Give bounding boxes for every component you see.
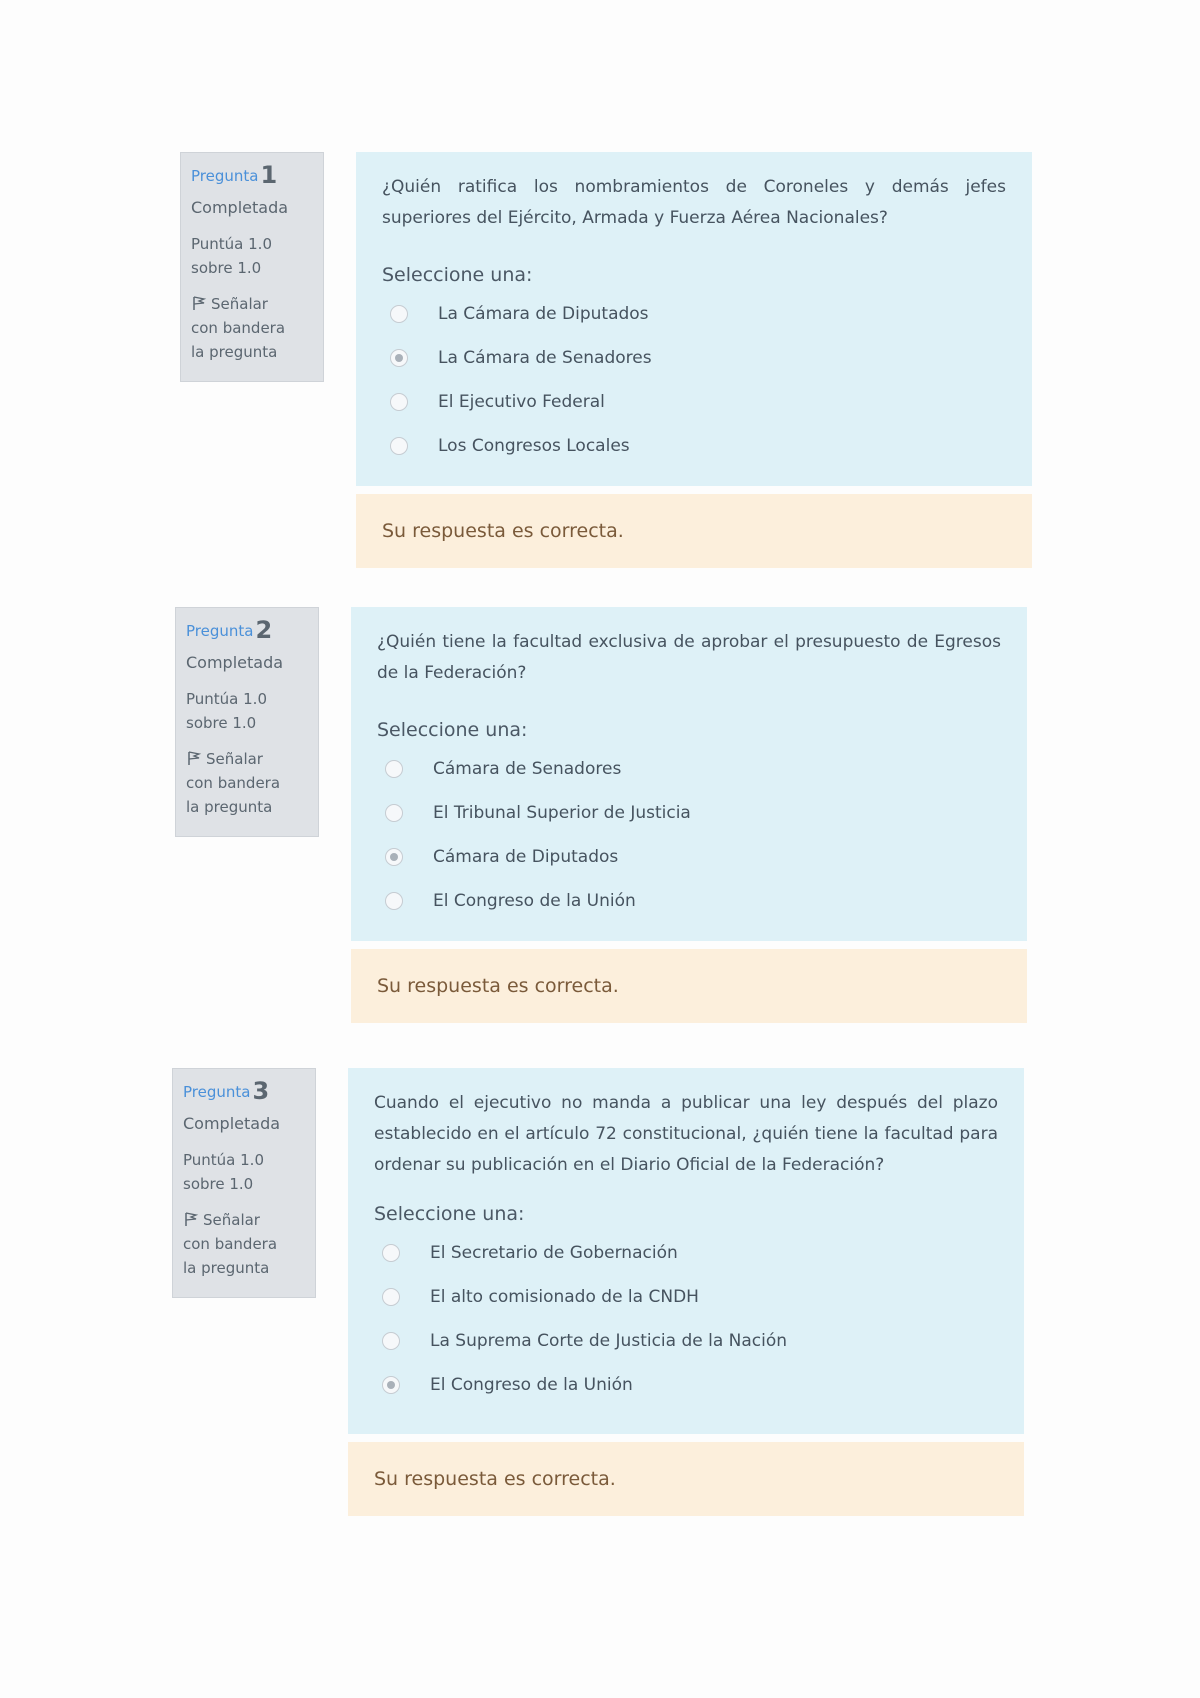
- question-formulation: [348, 1068, 1024, 1434]
- flag-icon: [191, 294, 207, 310]
- radio-button[interactable]: [382, 1244, 400, 1262]
- answer-prompt: Seleccione una:: [374, 1203, 525, 1225]
- question-number: Pregunta2: [186, 616, 273, 644]
- question-grade: Puntúa 1.0 sobre 1.0: [186, 690, 267, 732]
- answer-option[interactable]: Cámara de Diputados: [377, 835, 1001, 879]
- answer-option[interactable]: El Congreso de la Unión: [377, 879, 1001, 923]
- flag-icon: [186, 749, 202, 765]
- question-text: ¿Quién ratifica los nombramientos de Coroneles y demás jefes superiores del Ejército, Armada y Fuerza Aérea Nacionales?: [382, 177, 1006, 228]
- question-grade: Puntúa 1.0 sobre 1.0: [183, 1151, 264, 1193]
- answer-option[interactable]: El Secretario de Gobernación: [374, 1231, 998, 1275]
- question-info: [175, 607, 319, 837]
- feedback-text: Su respuesta es correcta.: [374, 1468, 616, 1490]
- radio-button[interactable]: [390, 437, 408, 455]
- radio-button-checked[interactable]: [382, 1376, 400, 1394]
- answer-option[interactable]: La Cámara de Diputados: [382, 292, 1006, 336]
- radio-button-checked[interactable]: [390, 349, 408, 367]
- question-number: Pregunta3: [183, 1077, 270, 1105]
- answer-options: [377, 747, 1001, 923]
- radio-button[interactable]: [385, 760, 403, 778]
- answer-option[interactable]: Los Congresos Locales: [382, 424, 1006, 468]
- answer-option[interactable]: Cámara de Senadores: [377, 747, 1001, 791]
- flag-question-link[interactable]: Señalar con bandera la pregunta: [183, 1211, 278, 1277]
- feedback-text: Su respuesta es correcta.: [377, 975, 619, 997]
- flag-question-link[interactable]: Señalar con bandera la pregunta: [191, 295, 286, 361]
- radio-button[interactable]: [390, 305, 408, 323]
- feedback-text: Su respuesta es correcta.: [382, 520, 624, 542]
- answer-options: [374, 1231, 998, 1407]
- question-grade: Puntúa 1.0 sobre 1.0: [191, 235, 272, 277]
- answer-option[interactable]: El Tribunal Superior de Justicia: [377, 791, 1001, 835]
- question-state: Completada: [191, 198, 289, 217]
- question-text: ¿Quién tiene la facultad exclusiva de aprobar el presupuesto de Egresos de la Federación?: [377, 632, 1001, 683]
- question-formulation: [351, 607, 1027, 941]
- question-info: [172, 1068, 316, 1298]
- answer-options: [382, 292, 1006, 468]
- radio-button[interactable]: [382, 1288, 400, 1306]
- feedback-box: [351, 949, 1027, 1023]
- flag-icon: [183, 1210, 199, 1226]
- question-text: Cuando el ejecutivo no manda a publicar una ley después del plazo establecido en el artículo 72 constitucional, ¿quién tiene la facultad para ordenar su publicación en el Diario Oficial de la Federación?: [374, 1093, 998, 1175]
- answer-prompt: Seleccione una:: [377, 719, 528, 741]
- question-state: Completada: [183, 1114, 281, 1133]
- question-formulation: [356, 152, 1032, 486]
- answer-option[interactable]: La Suprema Corte de Justicia de la Nación: [374, 1319, 998, 1363]
- feedback-box: [356, 494, 1032, 568]
- radio-button[interactable]: [390, 393, 408, 411]
- answer-option[interactable]: La Cámara de Senadores: [382, 336, 1006, 380]
- answer-prompt: Seleccione una:: [382, 264, 533, 286]
- question-number: Pregunta1: [191, 161, 278, 189]
- radio-button[interactable]: [385, 804, 403, 822]
- radio-button[interactable]: [382, 1332, 400, 1350]
- question-state: Completada: [186, 653, 284, 672]
- answer-option[interactable]: El Congreso de la Unión: [374, 1363, 998, 1407]
- radio-button[interactable]: [385, 892, 403, 910]
- answer-option[interactable]: El alto comisionado de la CNDH: [374, 1275, 998, 1319]
- radio-button-checked[interactable]: [385, 848, 403, 866]
- feedback-box: [348, 1442, 1024, 1516]
- flag-question-link[interactable]: Señalar con bandera la pregunta: [186, 750, 281, 816]
- answer-option[interactable]: El Ejecutivo Federal: [382, 380, 1006, 424]
- question-info: [180, 152, 324, 382]
